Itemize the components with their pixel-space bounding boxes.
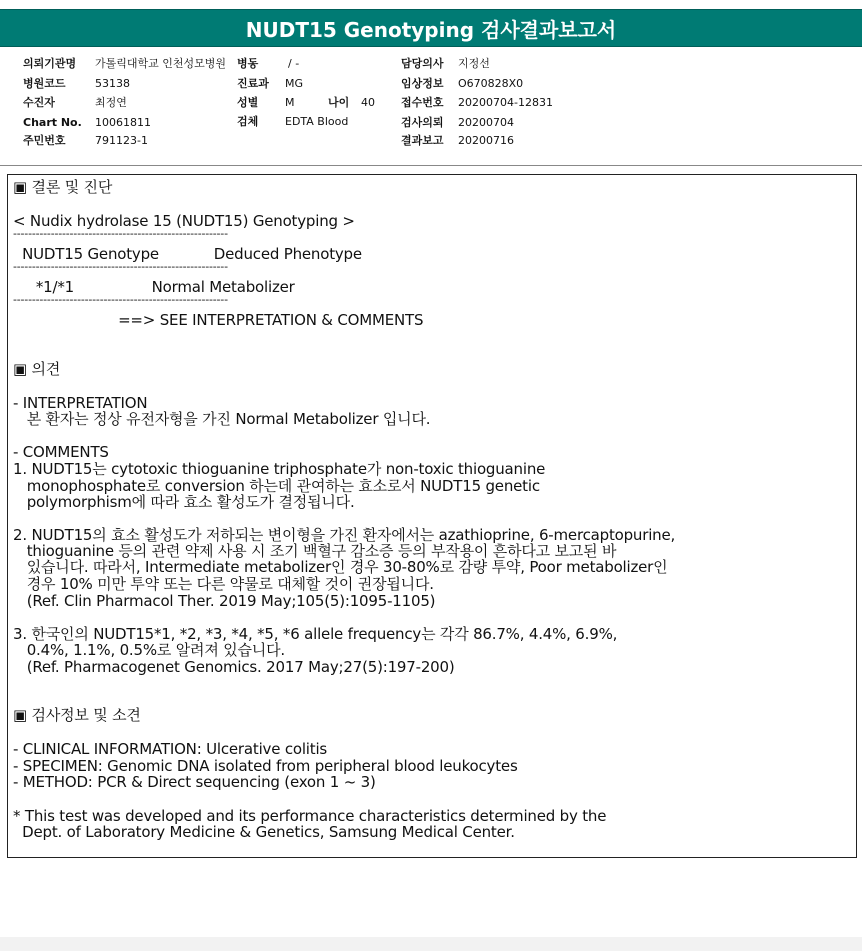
dept-value: MG (285, 77, 304, 90)
specimen-line: - SPECIMEN: Genomic DNA isolated from peripheral blood leukocytes (13, 757, 518, 775)
genotyping-heading: < Nudix hydrolase 15 (NUDT15) Genotyping > (13, 212, 355, 230)
age-value: 40 (361, 96, 375, 109)
chart-no-label: Chart No. (23, 116, 82, 129)
rrn-value: 791123-1 (95, 134, 148, 147)
method-line: - METHOD: PCR & Direct sequencing (exon 1 ~ 3) (13, 773, 376, 791)
interpretation-text: 본 환자는 정상 유전자형을 가진 Normal Metabolizer 입니다. (13, 410, 431, 428)
request-date-value: 20200704 (458, 116, 514, 129)
section-heading-test-info: ▣ 검사정보 및 소견 (13, 706, 141, 724)
comment-line: 있습니다. 따라서, Intermediate metabolizer인 경우 30-80%로 감량 투약, Poor metabolizer인 (13, 558, 668, 576)
specimen-value: EDTA Blood (285, 115, 349, 128)
divider-line: --------------------------------------------------------- (13, 227, 228, 240)
comment-line: 3. 한국인의 NUDT15*1, *2, *3, *4, *5, *6 allele frequency는 각각 86.7%, 4.4%, 6.9%, (13, 625, 618, 643)
interpretation-heading: - INTERPRETATION (13, 394, 148, 412)
result-table-row: *1/*1 Normal Metabolizer (13, 278, 295, 296)
comment-line: 0.4%, 1.1%, 0.5%로 알려져 있습니다. (13, 641, 285, 659)
doctor-value: 지정선 (458, 57, 490, 70)
bottom-strip (0, 937, 862, 951)
comment-line: 경우 10% 미만 투약 또는 다른 약물로 대체할 것이 권장됩니다. (13, 575, 434, 593)
report-date-value: 20200716 (458, 134, 514, 147)
comment-line: monophosphate로 conversion 하는데 관여하는 효소로서 NUDT15 genetic (13, 477, 540, 495)
institution-value: 가톨릭대학교 인천성모병원 (95, 57, 227, 70)
comment-line: 1. NUDT15는 cytotoxic thioguanine triphosphate가 non-toxic thioguanine (13, 460, 546, 478)
disclaimer-line: * This test was developed and its performance characteristics determined by the (13, 807, 607, 825)
receipt-no-label: 접수번호 (401, 96, 444, 109)
hospital-code-value: 53138 (95, 77, 130, 90)
divider-line: --------------------------------------------------------- (13, 260, 228, 273)
comment-line: thioguanine 등의 관련 약제 사용 시 조기 백혈구 감소증 등의 부작용이 흔하다고 보고된 바 (13, 542, 617, 560)
comments-heading: - COMMENTS (13, 443, 109, 461)
sex-value: M (285, 96, 295, 109)
patient-info-panel (0, 49, 862, 166)
clinical-info-label: 임상정보 (401, 77, 444, 90)
comment-reference: (Ref. Pharmacogenet Genomics. 2017 May;27(5):197-200) (13, 658, 455, 676)
institution-label: 의뢰기관명 (23, 57, 77, 70)
disclaimer-line: Dept. of Laboratory Medicine & Genetics, Samsung Medical Center. (13, 823, 515, 841)
rrn-label: 주민번호 (23, 134, 66, 147)
comment-reference: (Ref. Clin Pharmacol Ther. 2019 May;105(5):1095-1105) (13, 592, 436, 610)
dept-label: 진료과 (237, 77, 269, 90)
see-interpretation-note: ==> SEE INTERPRETATION & COMMENTS (13, 311, 424, 329)
divider-line: --------------------------------------------------------- (13, 293, 228, 306)
result-table-header: NUDT15 Genotype Deduced Phenotype (13, 245, 362, 263)
doctor-label: 담당의사 (401, 57, 444, 70)
receipt-no-value: 20200704-12831 (458, 96, 553, 109)
recipient-value: 최정연 (95, 96, 127, 109)
section-heading-opinion: ▣ 의견 (13, 360, 61, 378)
hospital-code-label: 병원코드 (23, 77, 66, 90)
ward-label: 병동 (237, 57, 259, 70)
specimen-label: 검체 (237, 115, 259, 128)
report-title: NUDT15 Genotyping 검사결과보고서 (0, 9, 862, 47)
chart-no-value: 10061811 (95, 116, 151, 129)
request-date-label: 검사의뢰 (401, 116, 444, 129)
recipient-label: 수진자 (23, 96, 55, 109)
ward-value: / - (288, 57, 300, 70)
clinical-info-value: O670828X0 (458, 77, 524, 90)
section-heading-conclusion: ▣ 결론 및 진단 (13, 178, 113, 196)
report-body (7, 174, 857, 858)
report-date-label: 결과보고 (401, 134, 444, 147)
comment-line: 2. NUDT15의 효소 활성도가 저하되는 변이형을 가진 환자에서는 azathioprine, 6-mercaptopurine, (13, 526, 676, 544)
age-label: 나이 (328, 96, 350, 109)
sex-label: 성별 (237, 96, 259, 109)
clinical-information-line: - CLINICAL INFORMATION: Ulcerative colitis (13, 740, 328, 758)
comment-line: polymorphism에 따라 효소 활성도가 결정됩니다. (13, 493, 355, 511)
